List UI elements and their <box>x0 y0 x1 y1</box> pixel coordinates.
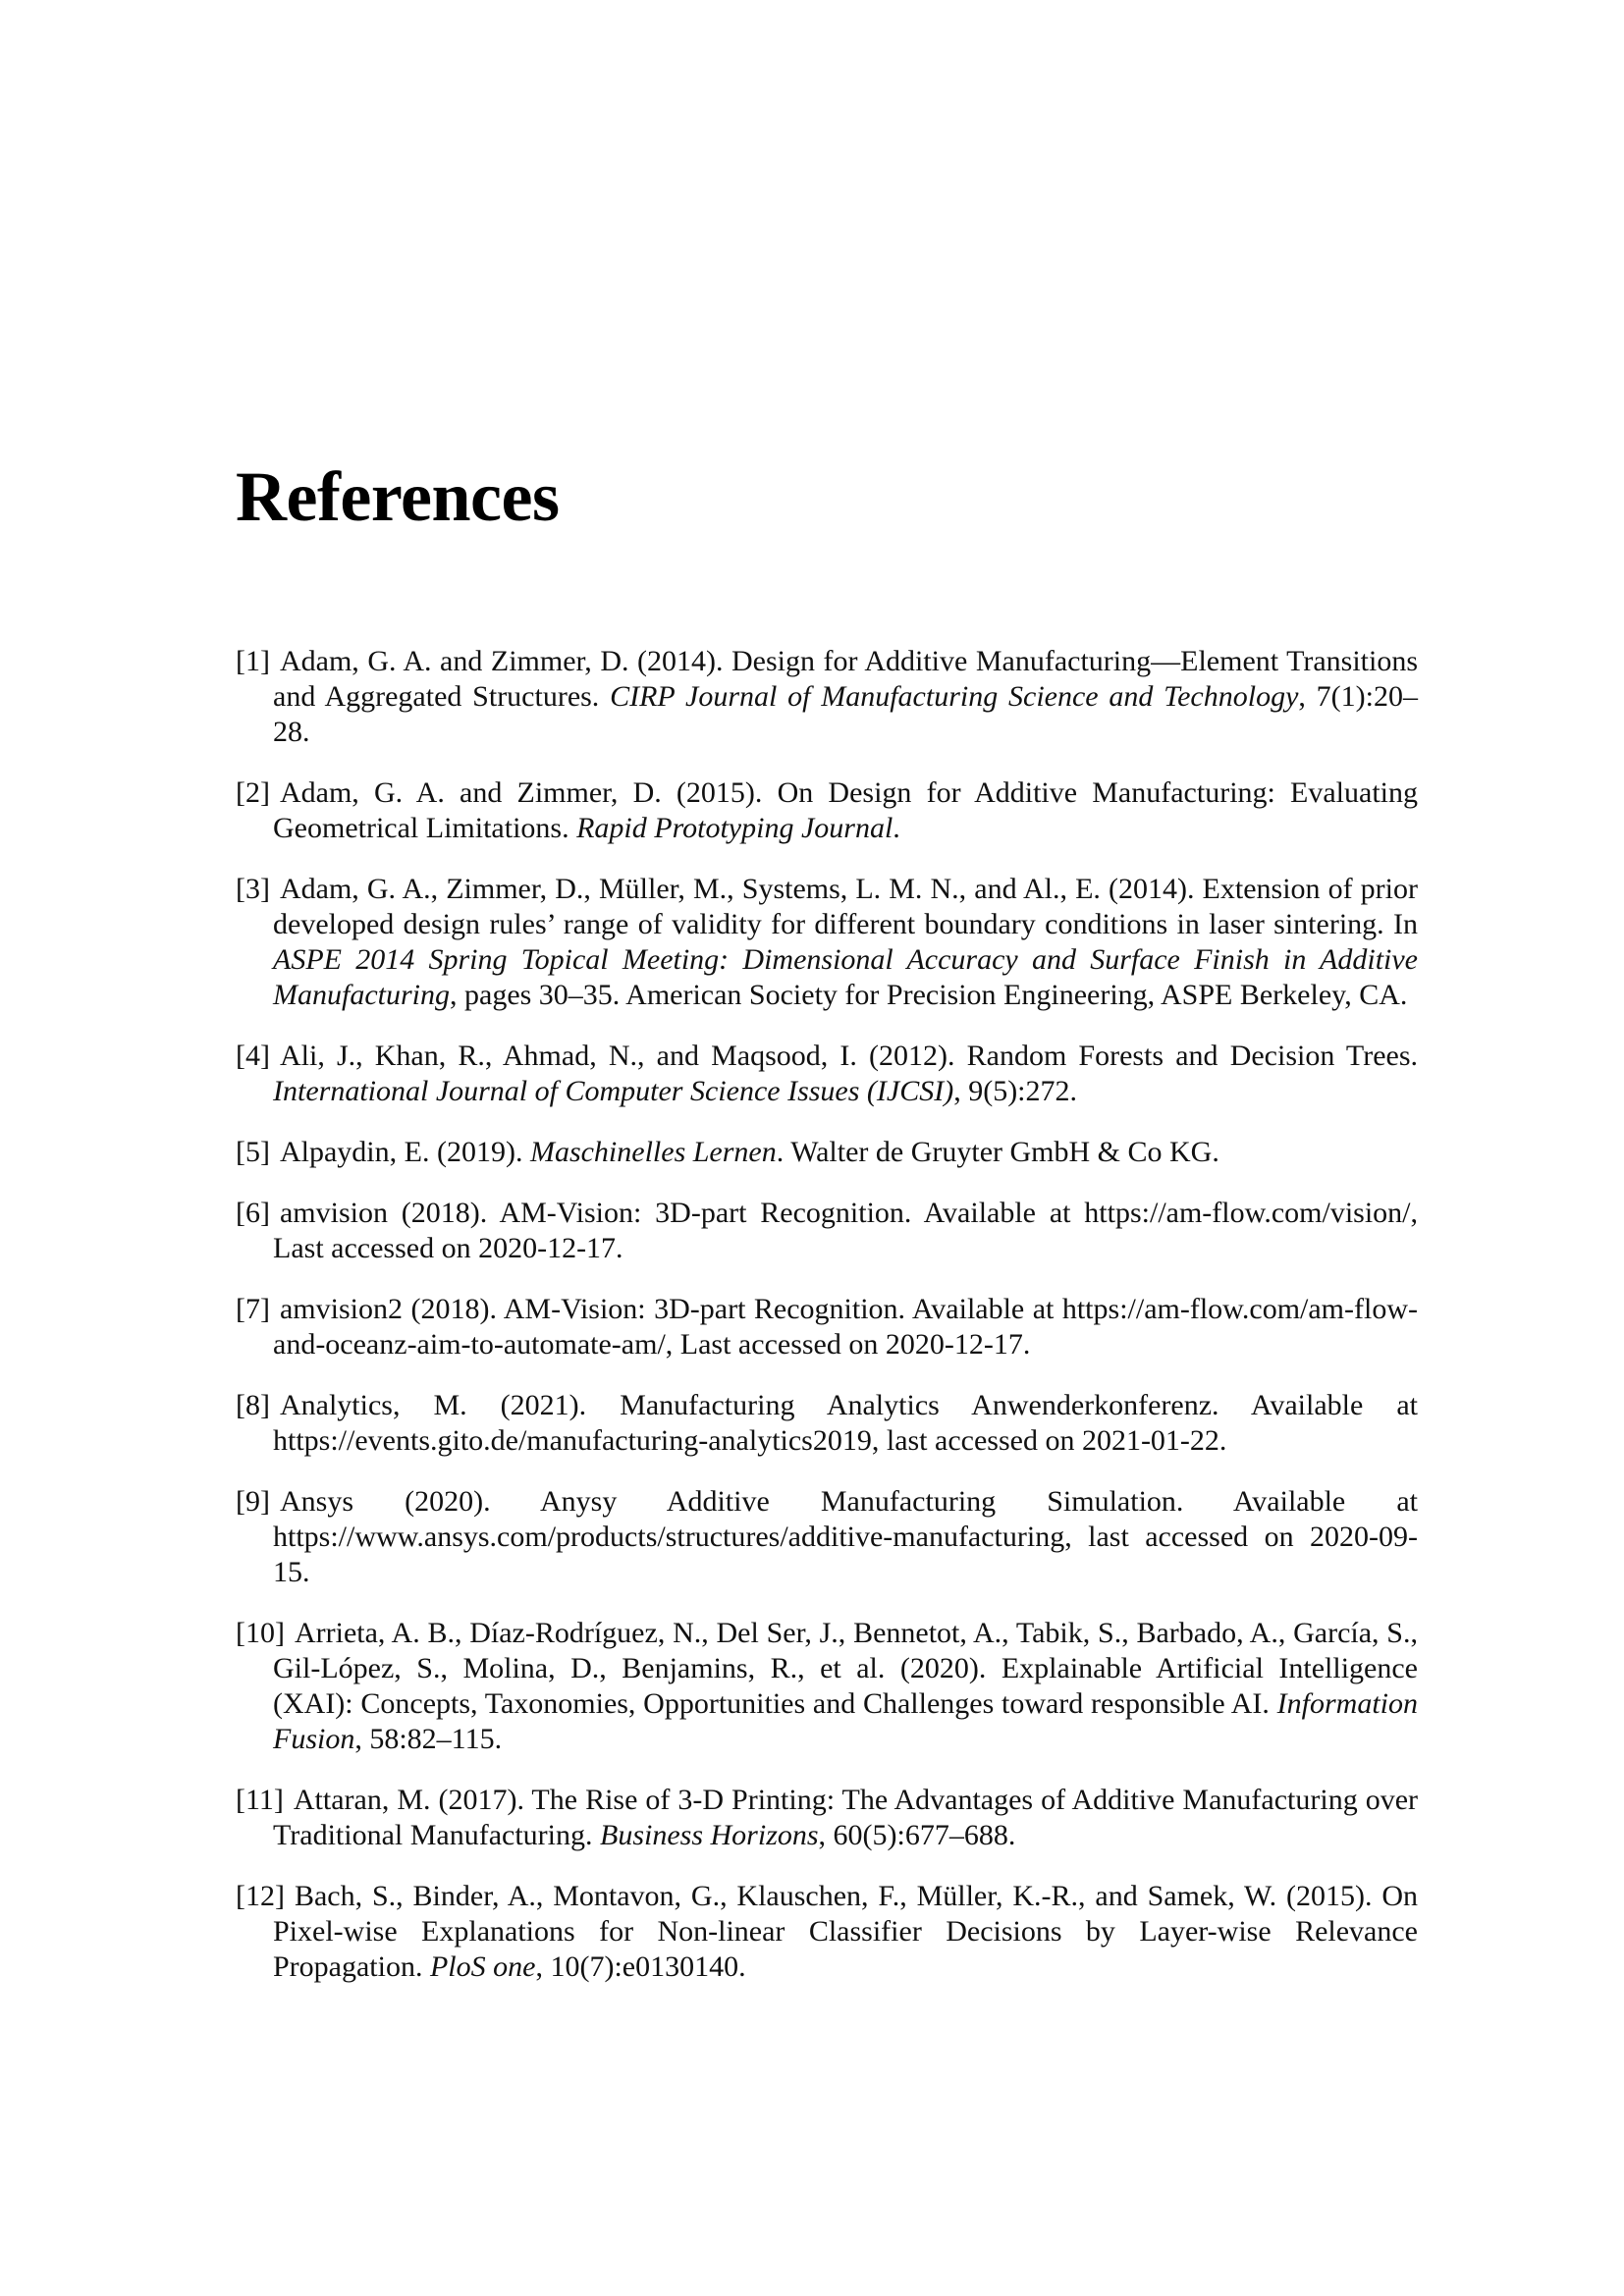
reference-text: Alpaydin, E. (2019). <box>279 1136 523 1168</box>
reference-item <box>236 1879 1418 1985</box>
reference-details: , 9(5):272. <box>953 1075 1078 1107</box>
reference-number: [1] <box>236 645 270 677</box>
reference-venue: Business Horizons <box>600 1819 819 1851</box>
reference-text: Adam, G. A. and Zimmer, D. (2014). Design for Additive Manufacturing—Element Transitions and Aggregated Structures. <box>273 645 1418 713</box>
reference-venue: International Journal of Computer Science Issues (IJCSI) <box>273 1075 954 1107</box>
reference-text: Ansys (2020). Anysy Additive Manufacturing Simulation. Available at https://www.ansys.com/products/structures/additive-manufacturing, last accessed on 2020-09-15. <box>273 1485 1418 1588</box>
reference-details: . Walter de Gruyter GmbH & Co KG. <box>776 1136 1219 1168</box>
reference-item <box>236 775 1418 846</box>
reference-item <box>236 1039 1418 1109</box>
reference-text: Attaran, M. (2017). The Rise of 3-D Printing: The Advantages of Additive Manufacturing over Traditional Manufacturing. <box>273 1784 1418 1851</box>
reference-item <box>236 872 1418 1013</box>
reference-item <box>236 1783 1418 1853</box>
reference-number: [6] <box>236 1197 270 1229</box>
reference-number: [2] <box>236 776 270 809</box>
reference-item <box>236 644 1418 750</box>
reference-details: , 7(1):20–28. <box>273 680 1418 748</box>
reference-item <box>236 1196 1418 1266</box>
reference-venue: Rapid Prototyping Journal <box>576 812 893 844</box>
reference-text: Arrieta, A. B., Díaz-Rodríguez, N., Del Ser, J., Bennetot, A., Tabik, S., Barbado, A., García, S., Gil-López, S., Molina, D., Benjamins, R., et al. (2020). Explainable Artificial Intelligence (XAI): Concepts, Taxonomies, Opportunities and Challenges toward responsible AI. <box>273 1617 1418 1720</box>
page-title: References <box>236 457 560 536</box>
reference-list <box>236 644 1418 2010</box>
reference-text: Adam, G. A. and Zimmer, D. (2015). On Design for Additive Manufacturing: Evaluating Geometrical Limitations. <box>273 776 1418 844</box>
reference-number: [4] <box>236 1040 270 1072</box>
reference-number: [11] <box>236 1784 284 1816</box>
reference-item <box>236 1292 1418 1362</box>
reference-venue: PloS one <box>429 1950 536 1983</box>
reference-details: , pages 30–35. American Society for Precision Engineering, ASPE Berkeley, CA. <box>450 979 1408 1011</box>
reference-details: , 10(7):e0130140. <box>535 1950 746 1983</box>
reference-text: amvision (2018). AM-Vision: 3D-part Recognition. Available at https://am-flow.com/vision/, Last accessed on 2020-12-17. <box>273 1197 1418 1264</box>
reference-text: Adam, G. A., Zimmer, D., Müller, M., Systems, L. M. N., and Al., E. (2014). Extension of prior developed design rules’ range of validity for different boundary conditions in laser sintering. In <box>273 873 1418 940</box>
reference-text: Bach, S., Binder, A., Montavon, G., Klauschen, F., Müller, K.-R., and Samek, W. (2015). On Pixel-wise Explanations for Non-linear Classifier Decisions by Layer-wise Relevance Propagation. <box>273 1880 1418 1983</box>
reference-number: [8] <box>236 1389 270 1421</box>
reference-item <box>236 1388 1418 1459</box>
reference-item <box>236 1135 1418 1170</box>
reference-details: , 58:82–115. <box>354 1723 503 1755</box>
reference-number: [10] <box>236 1617 285 1649</box>
reference-venue: ASPE 2014 Spring Topical Meeting: Dimensional Accuracy and Surface Finish in Additive Manufacturing <box>273 943 1418 1011</box>
reference-text: Analytics, M. (2021). Manufacturing Analytics Anwenderkonferenz. Available at https://events.gito.de/manufacturing-analytics2019, last accessed on 2021-01-22. <box>273 1389 1418 1457</box>
reference-item <box>236 1616 1418 1757</box>
reference-venue: CIRP Journal of Manufacturing Science and Technology <box>610 680 1299 713</box>
reference-text: Ali, J., Khan, R., Ahmad, N., and Maqsood, I. (2012). Random Forests and Decision Trees. <box>279 1040 1418 1072</box>
reference-text: amvision2 (2018). AM-Vision: 3D-part Recognition. Available at https://am-flow.com/am-flow-and-oceanz-aim-to-automate-am/, Last accessed on 2020-12-17. <box>273 1293 1418 1361</box>
reference-details: , 60(5):677–688. <box>818 1819 1016 1851</box>
reference-details: . <box>893 812 900 844</box>
reference-item <box>236 1484 1418 1590</box>
reference-number: [7] <box>236 1293 270 1325</box>
reference-venue: Maschinelles Lernen <box>529 1136 777 1168</box>
reference-venue: Information Fusion <box>273 1687 1419 1755</box>
reference-number: [9] <box>236 1485 270 1518</box>
reference-number: [5] <box>236 1136 270 1168</box>
reference-number: [12] <box>236 1880 285 1912</box>
reference-number: [3] <box>236 873 270 905</box>
